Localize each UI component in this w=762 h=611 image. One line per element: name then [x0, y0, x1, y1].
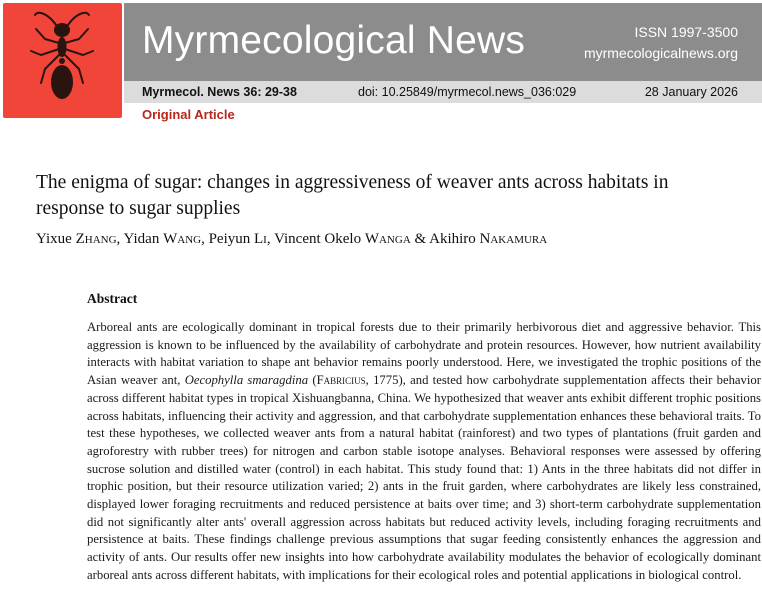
journal-title: Myrmecological News [142, 19, 526, 62]
paper-title: The enigma of sugar: changes in aggressiveness of weaver ants across habitats in response to sugar supplies [36, 172, 669, 219]
journal-banner [124, 3, 762, 81]
author: Yixue Zhang [36, 231, 117, 247]
article-type: Original Article [142, 107, 235, 122]
abstract-body: Arboreal ants are ecologically dominant in tropical forests due to their primarily herbivorous diet and aggressive behavior. This aggression is known to be influenced by the availability of carbohydrate and protein resources. However, how nutrient availability interacts with habitat variation to shape ant behavior remains poorly understood. Here, we investigated the trophic positions of the Asian weaver ant, Oecophylla smaragdina (Fabricius, 1775), and tested how carbohydrate supplementation affects their behavior across different habitat types in tropical Xishuangbanna, China. We hypothesized that weaver ants exhibit different trophic positions across habitats, influencing their activity and aggression, and that carbohydrate supplementation enhances these behavioral traits. To test these hypotheses, we collected weaver ants from a natural habitat (rainforest) and two types of plantations (fruit garden and agroforestry with rubber trees) for nitrogen and carbon stable isotope analyses. Behavioral responses were assessed by offering sucrose solution and distilled water (control) in each habitat. This study found that: 1) Ants in the three habitats did not differ in trophic position, but their resource utilization varied; 2) ants in the fruit garden, where carbohydrates are likely less constrained, displayed lower foraging recruitments and reduced persistence at baits over time; and 3) short-term carbohydrate supplementation did not significantly alter ants' overall aggression across habitats but reduced activity levels, including foraging recruitments and persistence at baits. These findings challenge previous assumptions that sugar feeding consistently enhances the aggression and activity of ants. Our results offer new insights into how carbohydrate availability modulates the behavior of ecologically dominant arboreal ants across different habitats, with implications for their ecological roles and potential applications in biological control. [87, 320, 761, 582]
species-name: Oecophylla smaragdina [184, 373, 309, 388]
author-list: Yixue Zhang, Yidan Wang, Peiyun Li, Vincent Okelo Wanga & Akihiro Nakamura [36, 231, 548, 247]
abstract-heading: Abstract [87, 291, 138, 306]
author: Peiyun Li [208, 231, 267, 247]
doi[interactable]: doi: 10.25849/myrmecol.news_036:029 [358, 85, 577, 99]
author: Akihiro Nakamura [429, 231, 548, 247]
author: Yidan Wang [123, 231, 202, 247]
citation-bar [124, 81, 762, 103]
issn: ISSN 1997-3500 [634, 24, 738, 40]
journal-website: myrmecologicalnews.org [583, 45, 738, 61]
publication-date: 28 January 2026 [644, 85, 738, 99]
ant-icon [3, 3, 122, 118]
species-authority: Fabricius [316, 373, 366, 388]
author: Vincent Okelo Wanga [274, 231, 411, 247]
journal-logo [3, 3, 122, 118]
citation: Myrmecol. News 36: 29-38 [142, 85, 297, 99]
